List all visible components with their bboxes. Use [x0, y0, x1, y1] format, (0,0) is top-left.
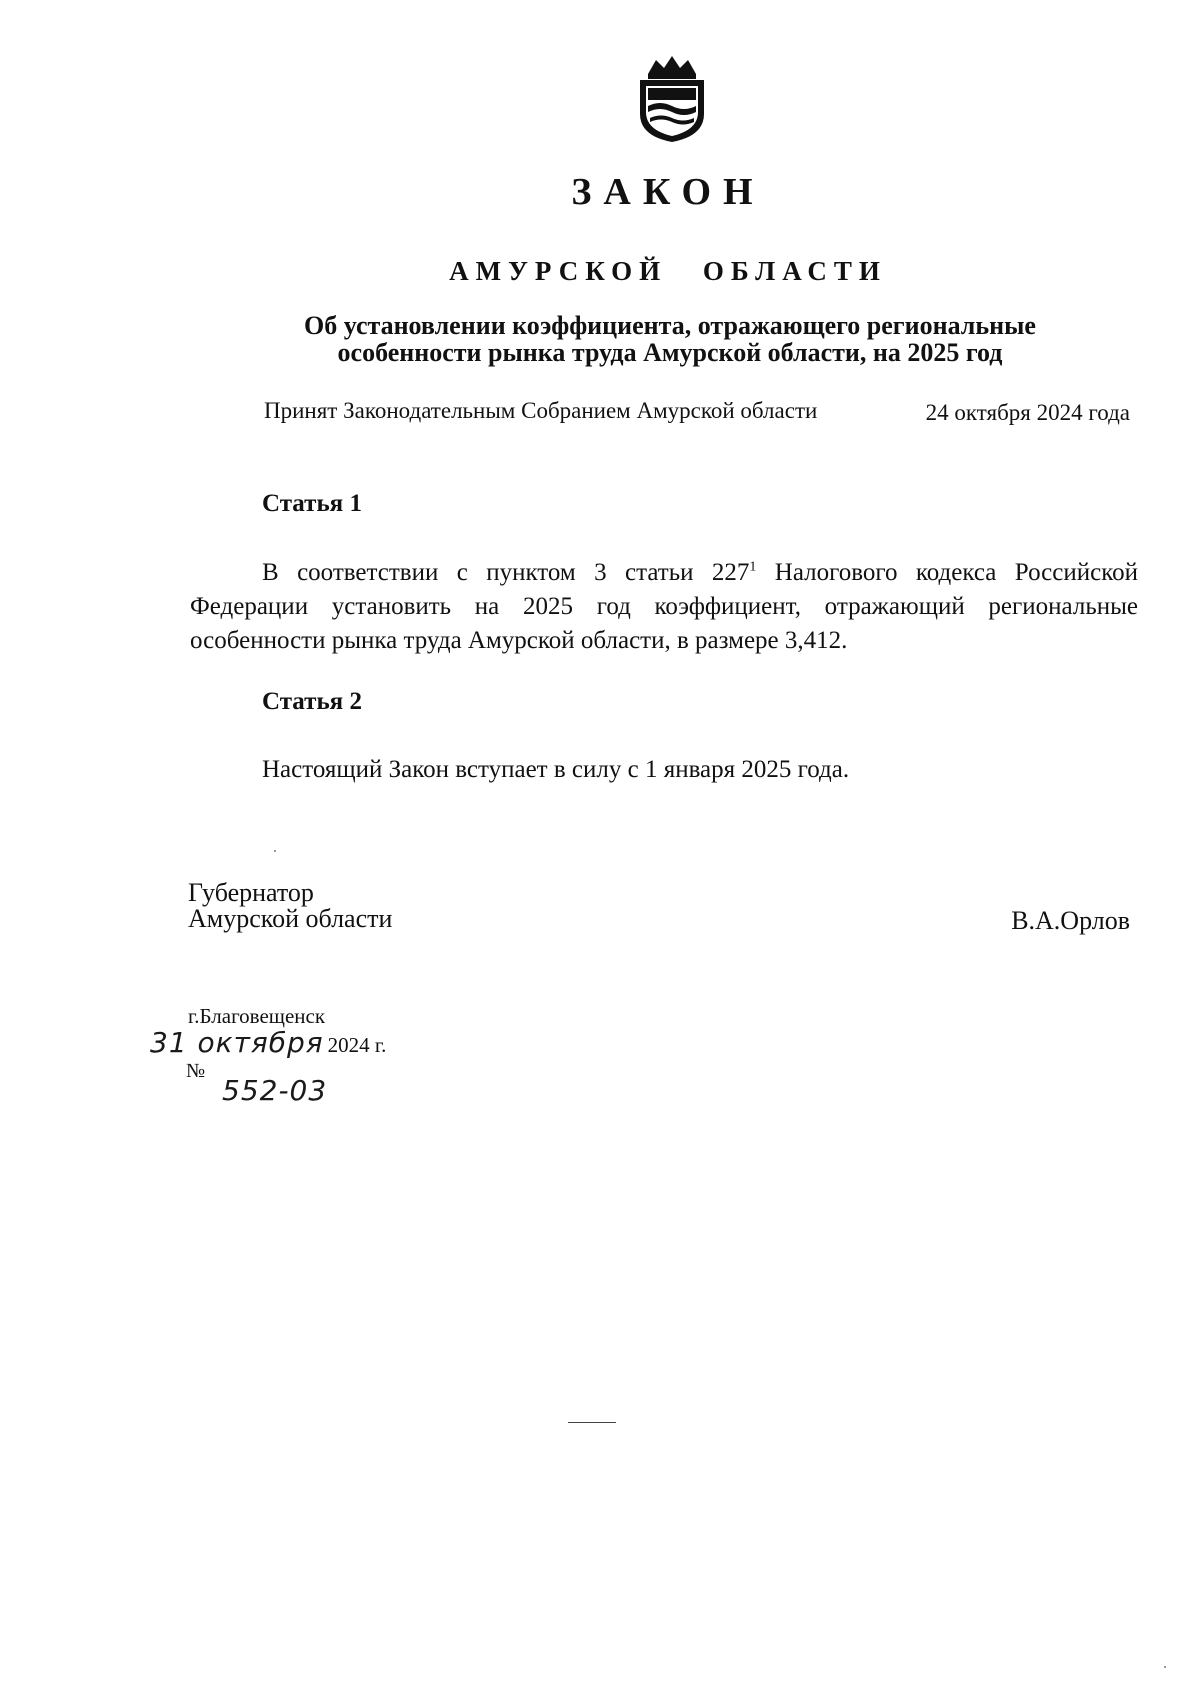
article-1-superscript: 1	[749, 559, 757, 575]
signing-date	[150, 1026, 386, 1059]
article-1-heading: Статья 1	[262, 490, 362, 517]
handwritten-date: 31 октября	[150, 1026, 324, 1059]
article-1-text-part-2: Налогового кодекса Российской Федерации установить на 2025 год коэффициент, отражающий региональные особенности рынка труда Амурской области, в размере 3,412.	[190, 559, 1138, 654]
governor-title-line-1: Губернатор	[188, 878, 314, 907]
document-title: ЗАКОН	[571, 171, 765, 213]
law-subject-line-2: особенности рынка труда Амурской области, на 2025 год	[337, 338, 1003, 367]
article-1-text-part-1: В соответствии с пунктом 3 статьи 227	[262, 559, 750, 586]
law-subject	[260, 312, 1080, 366]
article-1-text	[190, 556, 1138, 658]
governor-name: В.А.Орлов	[1011, 906, 1130, 935]
scan-dash	[568, 1422, 616, 1423]
city: г.Благовещенск	[188, 1004, 326, 1028]
scan-speck	[1164, 1666, 1166, 1668]
document-region: АМУРСКОЙ ОБЛАСТИ	[449, 256, 887, 286]
signing-year: 2024 г.	[327, 1033, 387, 1057]
article-2-text: Настоящий Закон вступает в силу с 1 января 2025 года.	[262, 756, 850, 783]
handwritten-law-number: 552-03	[222, 1074, 328, 1107]
adopted-date: 24 октября 2024 года	[925, 400, 1130, 425]
article-2-heading: Статья 2	[262, 688, 362, 715]
governor-title-line-2: Амурской области	[188, 904, 393, 933]
governor-title	[188, 880, 392, 932]
adopted-by: Принят Законодательным Собранием Амурской области	[264, 398, 818, 423]
law-subject-line-1: Об установлении коэффициента, отражающего региональные	[304, 311, 1036, 340]
scan-speck	[274, 850, 276, 852]
law-number-label: №	[186, 1060, 206, 1082]
coat-of-arms-icon	[634, 52, 710, 144]
